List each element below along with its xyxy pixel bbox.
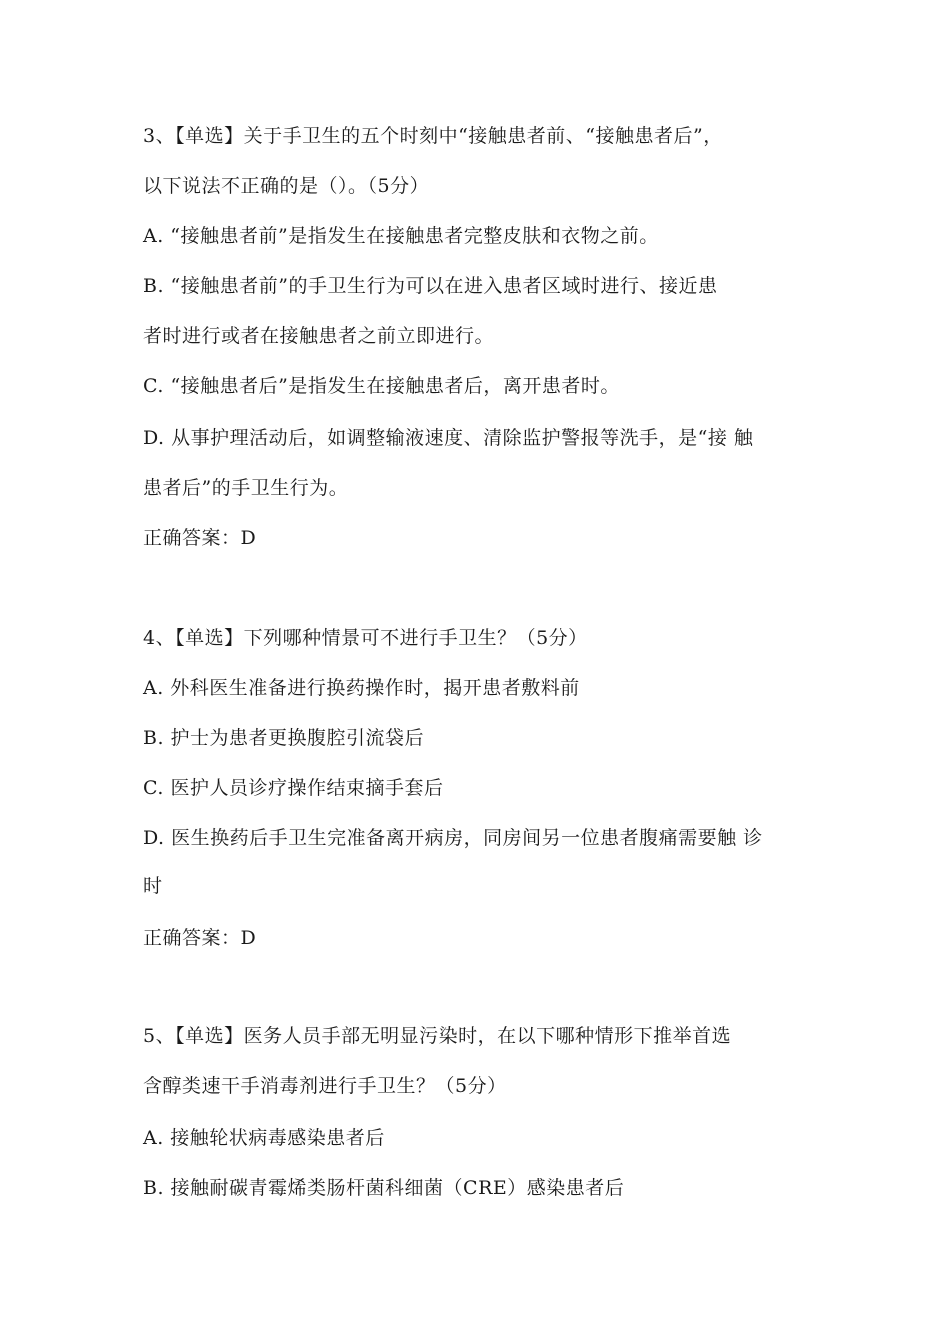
question-5-option-b: B. 接触耐碳青霉烯类肠杆菌科细菌（CRE）感染患者后 — [143, 1177, 625, 1199]
question-5-option-a: A. 接触轮状病毒感染患者后 — [143, 1127, 385, 1149]
question-3-stem-line-1: 3、【单选】关于手卫生的五个时刻中“接触患者前、“接触患者后”， — [143, 125, 723, 147]
question-4-option-b: B. 护士为患者更换腹腔引流袋后 — [143, 727, 425, 749]
question-4-option-d-line-1: D. 医生换药后手卫生完准备离开病房，同房间另一位患者腹痛需要触 诊 — [143, 827, 763, 849]
question-4-answer: 正确答案：D — [143, 927, 257, 949]
question-3-option-d-line-2: 患者后”的手卫生行为。 — [143, 477, 349, 499]
question-4-option-c: C. 医护人员诊疗操作结束摘手套后 — [143, 777, 444, 799]
question-3-option-b-line-1: B. “接触患者前”的手卫生行为可以在进入患者区域时进行、接近患 — [143, 275, 718, 297]
question-4-option-d-line-2: 时 — [143, 875, 163, 897]
question-3-option-a: A. “接触患者前”是指发生在接触患者完整皮肤和衣物之前。 — [143, 225, 659, 247]
question-3-option-d-line-1: D. 从事护理活动后，如调整输液速度、清除监护警报等洗手，是“接 触 — [143, 427, 754, 449]
question-3-stem-line-2: 以下说法不正确的是（）。（5分） — [143, 175, 430, 197]
question-4-stem-line-1: 4、【单选】下列哪种情景可不进行手卫生？（5分） — [143, 627, 588, 649]
question-5-stem-line-1: 5、【单选】医务人员手部无明显污染时，在以下哪种情形下推举首选 — [143, 1025, 732, 1047]
question-4-option-a: A. 外科医生准备进行换药操作时，揭开患者敷料前 — [143, 677, 580, 699]
question-5-stem-line-2: 含醇类速干手消毒剂进行手卫生？（5分） — [143, 1075, 507, 1097]
question-3-option-b-line-2: 者时进行或者在接触患者之前立即进行。 — [143, 325, 495, 347]
question-3-answer: 正确答案：D — [143, 527, 257, 549]
question-3-option-c: C. “接触患者后”是指发生在接触患者后，离开患者时。 — [143, 375, 620, 397]
